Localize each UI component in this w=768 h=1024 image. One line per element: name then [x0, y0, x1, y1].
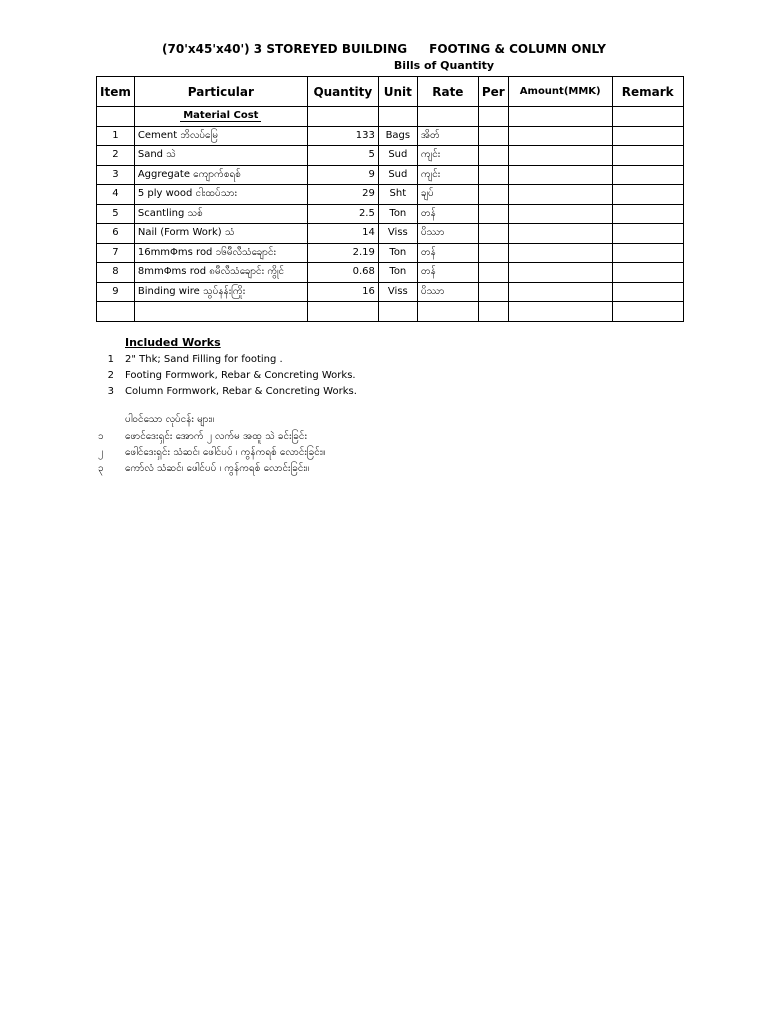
bill-of-quantity-table [96, 76, 684, 322]
per-cell [478, 146, 508, 166]
col-header-unit: Unit [378, 77, 417, 107]
per-cell [478, 204, 508, 224]
quantity-cell: 9 [307, 165, 378, 185]
myanmar-works-title: ပါဝင်သော လုပ်ငန်း များ။ [125, 414, 215, 425]
per-cell [478, 126, 508, 146]
unit-cell: Viss [378, 282, 417, 302]
amount-cell [508, 126, 612, 146]
item-cell: 6 [97, 224, 135, 244]
remark-cell [612, 165, 683, 185]
per-cell [478, 165, 508, 185]
list-item-text: ဖေါင်ဒေးရှင်း သံဆင်၊ ဖေါင်ပပ် ၊ ကွန်ကရစ် လောင်းခြင်း။ [125, 447, 326, 458]
title-building: (70'x45'x40') 3 STOREYED BUILDING [162, 42, 408, 56]
quantity-cell: 29 [307, 185, 378, 205]
list-item-number: 1 [107, 354, 114, 365]
unit-cell: Sht [378, 185, 417, 205]
remark-cell [612, 243, 683, 263]
table-row [97, 282, 684, 302]
table-row [97, 165, 684, 185]
col-header-per: Per [478, 77, 508, 107]
rate-cell: တန် [417, 263, 478, 283]
col-header-amount: Amount(MMK) [508, 77, 612, 107]
particular-cell: 8mmΦms rod ၈မီလီသံချောင်း ကွိုင် [134, 263, 307, 283]
table-row [97, 243, 684, 263]
list-item [96, 429, 308, 445]
remark-cell [612, 185, 683, 205]
table-row [97, 146, 684, 166]
particular-cell: Binding wire သွပ်နန်းကြိုး [134, 282, 307, 302]
amount-cell [508, 263, 612, 283]
rate-cell: ပိဿာ [417, 224, 478, 244]
quantity-cell: 16 [307, 282, 378, 302]
col-header-remark: Remark [612, 77, 683, 107]
remark-cell [612, 224, 683, 244]
remark-cell [612, 204, 683, 224]
section-title: Material Cost [180, 110, 261, 122]
rate-cell: ချပ် [417, 185, 478, 205]
list-item-text: ကော်လံ သံဆင်၊ ဖေါင်ပပ် ၊ ကွန်ကရစ် လောင်းခြင်း။ [125, 463, 309, 474]
per-cell [478, 263, 508, 283]
quantity-cell: 2.5 [307, 204, 378, 224]
item-cell: 9 [97, 282, 135, 302]
title-scope: FOOTING & COLUMN ONLY [429, 42, 606, 56]
particular-cell: Sand သဲ [134, 146, 307, 166]
myanmar-works-list [96, 429, 326, 477]
per-cell [478, 224, 508, 244]
table-header-row [97, 77, 684, 107]
list-item-number: 2 [107, 370, 114, 381]
amount-cell [508, 204, 612, 224]
col-header-item: Item [97, 77, 135, 107]
particular-cell: Scantling သစ် [134, 204, 307, 224]
amount-cell [508, 185, 612, 205]
list-item [96, 445, 326, 461]
document-title [0, 42, 768, 56]
unit-cell: Sud [378, 146, 417, 166]
list-item [96, 352, 283, 368]
amount-cell [508, 224, 612, 244]
unit-cell: Sud [378, 165, 417, 185]
list-item-number: ၂ [98, 447, 103, 458]
per-cell [478, 282, 508, 302]
unit-cell: Ton [378, 243, 417, 263]
blank-row [97, 302, 684, 322]
particular-cell: 5 ply wood ငါးထပ်သား [134, 185, 307, 205]
col-header-particular: Particular [134, 77, 307, 107]
col-header-rate: Rate [417, 77, 478, 107]
list-item [96, 461, 309, 477]
quantity-cell: 0.68 [307, 263, 378, 283]
quantity-cell: 5 [307, 146, 378, 166]
item-cell: 8 [97, 263, 135, 283]
list-item-text: Column Formwork, Rebar & Concreting Works. [125, 386, 357, 397]
rate-cell: တန် [417, 204, 478, 224]
table-row [97, 185, 684, 205]
item-cell: 2 [97, 146, 135, 166]
remark-cell [612, 146, 683, 166]
section-row [97, 107, 684, 127]
list-item-text: 2" Thk; Sand Filling for footing . [125, 354, 283, 365]
item-cell: 1 [97, 126, 135, 146]
table-row [97, 224, 684, 244]
document-subtitle: Bills of Quantity [393, 59, 495, 72]
item-cell: 3 [97, 165, 135, 185]
per-cell [478, 185, 508, 205]
list-item-number: ၁ [98, 431, 104, 442]
amount-cell [508, 282, 612, 302]
amount-cell [508, 243, 612, 263]
rate-cell: အိတ် [417, 126, 478, 146]
particular-cell: Nail (Form Work) သံ [134, 224, 307, 244]
remark-cell [612, 263, 683, 283]
list-item [96, 368, 356, 384]
rate-cell: ကျင်း [417, 146, 478, 166]
list-item-number: ၃ [98, 463, 104, 474]
list-item [96, 384, 357, 400]
item-cell: 5 [97, 204, 135, 224]
quantity-cell: 133 [307, 126, 378, 146]
rate-cell: ပိဿာ [417, 282, 478, 302]
rate-cell: တန် [417, 243, 478, 263]
unit-cell: Viss [378, 224, 417, 244]
included-works-title: Included Works [125, 336, 221, 349]
item-cell: 4 [97, 185, 135, 205]
list-item-text: Footing Formwork, Rebar & Concreting Works. [125, 370, 356, 381]
particular-cell: Aggregate ကျောက်စရစ် [134, 165, 307, 185]
list-item-text: ဖောင်ဒေးရှင်း အောက် ၂ လက်မ အထူ သဲ ခင်းခြင်း [125, 431, 308, 442]
amount-cell [508, 165, 612, 185]
rate-cell: ကျင်း [417, 165, 478, 185]
per-cell [478, 243, 508, 263]
unit-cell: Bags [378, 126, 417, 146]
quantity-cell: 14 [307, 224, 378, 244]
table-row [97, 204, 684, 224]
particular-cell: 16mmΦms rod ၁၆မီလီသံချောင်း [134, 243, 307, 263]
item-cell: 7 [97, 243, 135, 263]
amount-cell [508, 146, 612, 166]
included-works-list [96, 352, 357, 400]
col-header-quantity: Quantity [307, 77, 378, 107]
unit-cell: Ton [378, 263, 417, 283]
quantity-cell: 2.19 [307, 243, 378, 263]
table-row [97, 126, 684, 146]
remark-cell [612, 282, 683, 302]
unit-cell: Ton [378, 204, 417, 224]
remark-cell [612, 126, 683, 146]
list-item-number: 3 [107, 386, 114, 397]
table-row [97, 263, 684, 283]
particular-cell: Cement ဘိလပ်မြေ [134, 126, 307, 146]
